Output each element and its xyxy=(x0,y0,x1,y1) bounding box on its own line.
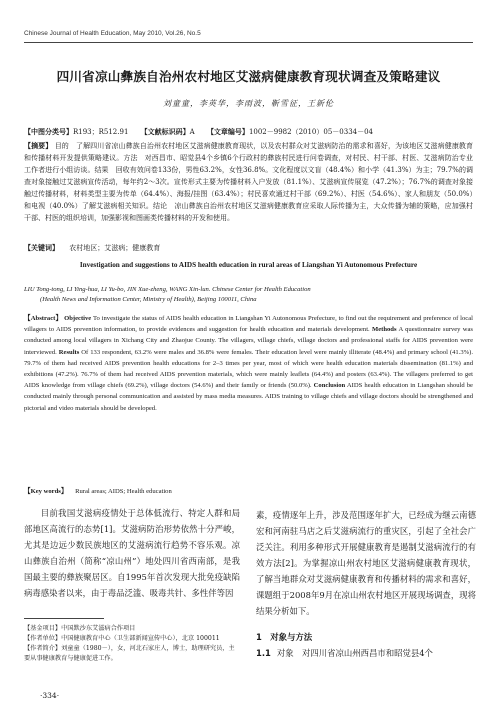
body-left-column xyxy=(24,505,240,601)
results-text: Of 133 respondent, 63.2% were males and 36.8% were females. Their education level were mainly illiterate (48.4%) and primary school (41.3%). 79.7% of them had received AIDS prevention health educations for 2–3 times per year, most of which were health education materials dissemination (81.1%) and exhibitions (47.2%). 76.7% of them had received AIDS prevention materials, which were mainly leaflets (64.4%) and posters (63.4%). The villagers preferred to get AIDS knowledge from village chiefs (69.2%), village doctors (54.6%) and their family or friends (50.0%). xyxy=(24,348,474,390)
page-number: ·334· xyxy=(40,691,60,700)
footnote-rule xyxy=(24,618,104,619)
english-keywords-text: Rural areas; AIDS; Health education xyxy=(75,488,172,495)
english-abstract-label: 【Abstract】 xyxy=(24,315,63,322)
chinese-abstract-label: 【摘要】 xyxy=(24,141,53,150)
intro-paragraph: 目前我国艾滋病疫情处于总体低流行、特定人群和局部地区高流行的态势[1]。艾滋病防治形势依然十分严峻，尤其是边远少数民族地区的艾滋病流行趋势不容乐观。凉山彝族自治州（简称“凉山州”）地处四川省西南部，是我国最主要的彝族聚居区。自1995年首次发现大批免疫缺陷病毒感染者以来，由于毒品泛滥、吸毒共针、多性伴等因 xyxy=(24,508,240,598)
footnotes xyxy=(24,624,240,664)
chinese-keywords xyxy=(24,243,473,253)
english-keywords-label: 【Key words】 xyxy=(24,488,68,495)
methods-label: Methods xyxy=(371,326,397,334)
subsection-text: 对象 对四川省凉山州西昌市和昭觉县4个 xyxy=(276,648,433,658)
clc-number: 【中图分类号】R193；R512.91 xyxy=(24,127,129,136)
header-rule xyxy=(24,42,473,43)
chinese-abstract xyxy=(24,140,473,224)
conclusion-text: AIDS health education in Liangshan should be conducted mainly through personal communication and assisted by mass media measures. AIDS training to village chiefs and village doctors should be strengthened and pictorial and video materials should be developed. xyxy=(24,382,473,412)
objective-label: Objective xyxy=(64,315,92,322)
methods-text: A questionnaire survey was conducted among local villagers in Xichang City and Zhaojue County. The villagers, village chiefs, village doctors and professional staffs for AIDS prevention were interviewed. xyxy=(24,326,473,356)
footnote-author-bio: 【作者简介】刘童童（1980－），女，河北石家庄人，博士，助理研究员，主要从事健康教育与健康促进工作。 xyxy=(24,645,235,662)
objective-text: To investigate the status of AIDS health education in Liangshan Yi Autonomous Prefecture, to find out the requirement and preference of local villagers to AIDS prevention information, to provide evidences and suggestion for health education and materials development. xyxy=(24,315,473,334)
subsection-number: 1.1 xyxy=(256,648,271,658)
chinese-abstract-text: 目的 了解四川省凉山彝族自治州农村地区艾滋病健康教育现状，以及农村群众对艾滋病防治的需求和喜好，为该地区艾滋病健康教育和传播材料开发提供策略建议。方法 对西昌市、昭觉县4个乡镇6个行政村的彝族村民进行问卷调查，对村民、村干部、村医、艾滋病防治专业工作者进行小组访谈。结果 回收有效问卷133份，男性63.2%，女性36.8%。文化程度以文盲（48.4%）和小学（41.3%）为主；79.7%的调查对象接触过艾滋病宣传活动，每年约2～3次。宣传形式主要为传播材料入户发放（81.1%）、艾滋病宣传展览（47.2%）；76.7%的调查对象接触过传播材料，材料类型主要为传单（64.4%）、海报/挂图（63.4%）；村民喜欢通过村干部（69.2%）、村医（54.6%）、家人和朋友（50.0%）和电视（40.0%）了解艾滋病相关知识。结论 凉山彝族自治州农村地区艾滋病健康教育应采取人际传播为主，大众传播为辅的策略，应加强村干部、村医的组织培训，加强影视和图画类传播材料的开发和使用。 xyxy=(24,142,474,222)
subsection-1-1 xyxy=(256,645,476,661)
chinese-keywords-label: 【关键词】 xyxy=(24,243,59,252)
english-affiliation: (Health News and Information Center, Ministry of Health), Beijing 100011, China xyxy=(40,296,257,303)
journal-header: Chinese Journal of Health Education, May 2010, Vol.26, No.5 xyxy=(24,30,201,37)
chinese-keywords-text: 农村地区；艾滋病；健康教育 xyxy=(69,244,161,252)
english-authors: LIU Tong-tong, LI Ying-hua, LI Yu-bo, JIN Xue-zheng, WANG Xin-lun. Chinese Center for Health Education xyxy=(24,286,311,293)
document-code: 【文献标识码】A xyxy=(140,127,195,136)
footnote-affiliation: 【作者单位】中国健康教育中心（卫生部新闻宣传中心），北京 100011 xyxy=(24,635,220,642)
article-authors: 刘童童，李英华，李雨波，靳雪征，王新伦 xyxy=(163,99,334,108)
intro-paragraph-continued: 素，疫情逐年上升，涉及范围逐年扩大，已经成为继云南德宏和河南驻马店之后艾滋病流行的重灾区，引起了全社会广泛关注。利用多种形式开展健康教育是遏制艾滋病流行的有效方法[2]。为掌握凉山州农村地区艾滋病健康教育现状，了解当地群众对艾滋病健康教育和传播材料的需求和喜好，课题组于2008年9月在凉山州农村地区开展现场调查，现将结果分析如下。 xyxy=(256,510,476,616)
english-keywords xyxy=(24,485,473,495)
article-meta xyxy=(24,127,473,137)
footnote-funding: 【基金项目】中国默沙东艾滋病合作项目 xyxy=(24,625,136,632)
body-right-column xyxy=(256,505,476,661)
conclusion-label: Conclusion xyxy=(313,382,346,390)
article-title: 四川省凉山彝族自治州农村地区艾滋病健康教育现状调查及策略建议 xyxy=(56,69,441,84)
english-title: Investigation and suggestions to AIDS health education in rural areas of Liangshan Yi Autonomous Prefecture xyxy=(79,261,418,269)
section-heading: 1 对象与方法 xyxy=(256,632,313,642)
article-number: 【文章编号】1002－9982（2010）05－0334－04 xyxy=(206,127,374,136)
english-abstract xyxy=(24,313,473,414)
results-label: Results xyxy=(58,348,80,356)
